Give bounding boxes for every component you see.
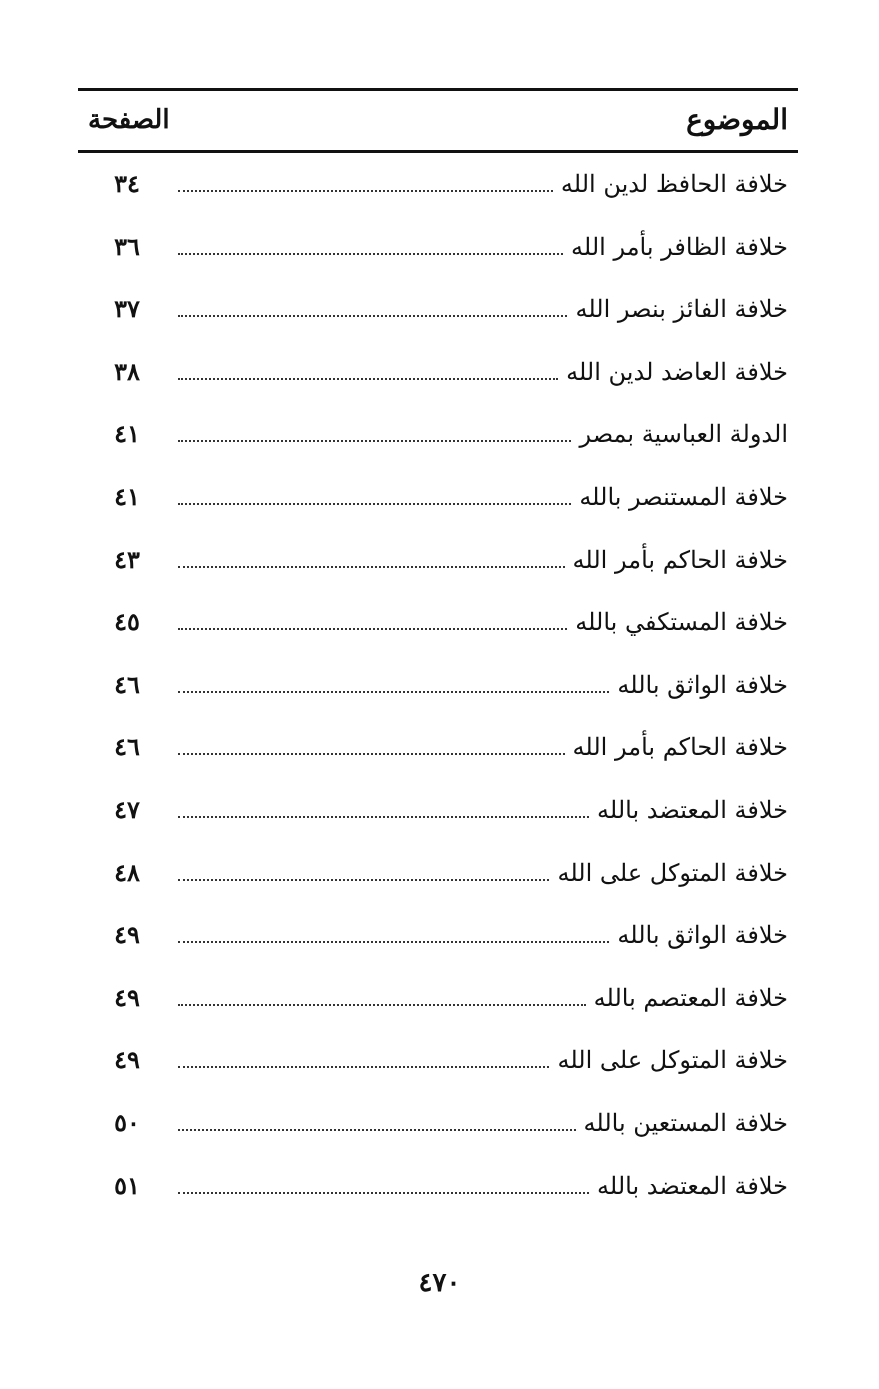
toc-entry-title: خلافة الحاكم بأمر الله (572, 545, 788, 574)
toc-entry (78, 1034, 798, 1097)
toc-entry-title: خلافة المعتضد بالله (597, 795, 788, 824)
toc-entry-line (178, 1105, 788, 1141)
toc-entry (78, 221, 798, 284)
toc-entry-line (178, 917, 788, 953)
toc-entry (78, 909, 798, 972)
dot-leader (178, 753, 565, 755)
toc-entry-line (178, 1168, 788, 1204)
toc-entry-line (178, 479, 788, 515)
dot-leader (178, 1129, 576, 1131)
toc-entry-line (178, 166, 788, 202)
toc-entry-title: خلافة الحافظ لدين الله (560, 170, 788, 198)
dot-leader (178, 941, 609, 943)
toc-entry-title: خلافة المستنصر بالله (579, 482, 788, 511)
toc-entry-line (178, 1042, 788, 1078)
toc-entry-title: خلافة الواثق بالله (617, 921, 788, 950)
toc-entry-line (178, 291, 788, 327)
dot-leader (178, 253, 563, 255)
toc-entry-line (178, 229, 788, 265)
topic-column-heading: الموضوع (686, 103, 788, 136)
toc-entry-title: خلافة الحاكم بأمر الله (572, 733, 788, 762)
toc-entry (78, 408, 798, 471)
dot-leader (178, 628, 567, 630)
toc-entry-line (178, 980, 788, 1016)
toc-entry (78, 1160, 798, 1223)
toc-entry (78, 847, 798, 910)
toc-entry-page: ٣٦ (114, 231, 140, 261)
toc-entry (78, 721, 798, 784)
toc-entry-page: ٤١ (114, 419, 140, 449)
toc-entry-line (178, 855, 788, 891)
toc-entry-title: خلافة الفائز بنصر الله (575, 295, 788, 324)
page-column-heading: الصفحة (88, 105, 170, 135)
dot-leader (178, 315, 567, 317)
toc-entry (78, 659, 798, 722)
dot-leader (178, 1066, 549, 1068)
toc-entry-line (178, 542, 788, 578)
toc-entry-page: ٣٧ (114, 294, 140, 324)
dot-leader (178, 879, 549, 881)
dot-leader (178, 1192, 589, 1194)
dot-leader (178, 691, 609, 693)
page-number: ٤٧٠ (418, 1268, 461, 1298)
toc-entry-page: ٤٨ (114, 857, 140, 887)
toc-entry-title: خلافة الواثق بالله (617, 670, 788, 699)
toc-entry-line (178, 792, 788, 828)
top-rule (78, 88, 798, 91)
toc-entry-page: ٤٣ (114, 544, 140, 574)
toc-entry-page: ٤٩ (114, 982, 140, 1012)
toc-entry (78, 596, 798, 659)
dot-leader (178, 816, 589, 818)
toc-entry-page: ٤٦ (114, 669, 140, 699)
toc-entry (78, 1097, 798, 1160)
toc-entry-line (178, 354, 788, 390)
toc-entry (78, 784, 798, 847)
toc-entry-line (178, 729, 788, 765)
toc-entry-page: ٤٥ (114, 607, 140, 637)
toc-entry-page: ٣٨ (114, 356, 140, 386)
toc-entry-page: ٤٩ (114, 920, 140, 950)
toc-header (78, 100, 798, 140)
dot-leader (178, 440, 571, 442)
dot-leader (178, 503, 571, 505)
toc-entry-page: ٣٤ (114, 169, 140, 198)
toc-entry-title: خلافة المستعين بالله (583, 1108, 788, 1137)
toc-entry-page: ٥٠ (114, 1107, 140, 1137)
toc-entry-title: خلافة العاضد لدين الله (566, 357, 788, 386)
toc-entry-page: ٤٦ (114, 732, 140, 762)
toc-entry-title: خلافة المتوكل على الله (557, 1046, 788, 1075)
toc-entry-title: الدولة العباسية بمصر (579, 420, 788, 449)
toc-entry (78, 972, 798, 1035)
toc-entry-title: خلافة الظافر بأمر الله (571, 232, 788, 261)
toc-entry-line (178, 667, 788, 703)
toc-entry-title: خلافة المعتضد بالله (597, 1171, 788, 1200)
toc-entry-title: خلافة المعتصم بالله (593, 983, 788, 1012)
toc-entry-page: ٤١ (114, 481, 140, 511)
dot-leader (178, 1004, 586, 1006)
dot-leader (178, 566, 565, 568)
toc-entry (78, 534, 798, 597)
toc-entry (78, 158, 798, 221)
toc-entry (78, 283, 798, 346)
toc-entry-page: ٥١ (114, 1170, 140, 1200)
header-rule (78, 150, 798, 153)
dot-leader (178, 378, 558, 380)
toc-entry (78, 471, 798, 534)
toc-entry-line (178, 604, 788, 640)
toc-entry (78, 346, 798, 409)
toc-list (78, 158, 798, 1222)
toc-entry-page: ٤٩ (114, 1045, 140, 1075)
dot-leader (178, 190, 553, 192)
toc-entry-title: خلافة المتوكل على الله (557, 858, 788, 887)
toc-entry-line (178, 416, 788, 452)
toc-entry-title: خلافة المستكفي بالله (575, 608, 788, 637)
toc-entry-page: ٤٧ (114, 794, 140, 824)
